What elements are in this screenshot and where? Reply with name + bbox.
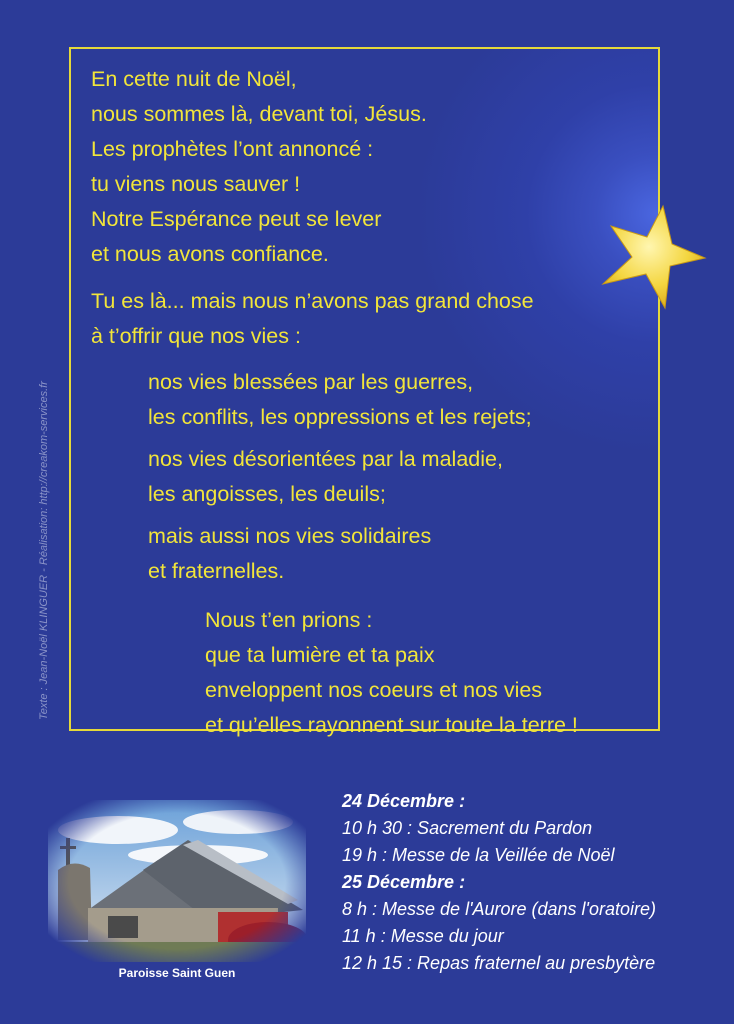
poem-line: que ta lumière et ta paix xyxy=(205,643,435,667)
poem-line: et fraternelles. xyxy=(148,559,285,583)
poem-line: Nous t’en prions : xyxy=(205,608,373,632)
photo-caption: Paroisse Saint Guen xyxy=(118,966,236,980)
poem-line: Les prophètes l’ont annoncé : xyxy=(91,137,374,161)
poem-line: mais aussi nos vies solidaires xyxy=(148,524,432,548)
poem-line: Notre Espérance peut se lever xyxy=(91,207,382,231)
poem-line: les conflits, les oppressions et les rejets; xyxy=(148,405,532,429)
poem-line: à t’offrir que nos vies : xyxy=(91,324,301,348)
poem-line: et nous avons confiance. xyxy=(91,242,329,266)
poem-line: et qu’elles rayonnent sur toute la terre ! xyxy=(205,713,578,737)
schedule-item: 11 h : Messe du jour xyxy=(342,926,504,946)
credit-text: Texte : Jean-Noël KLINGUER - Réalisation: http://creakom-services.fr xyxy=(38,381,50,720)
schedule-day-heading: 24 Décembre : xyxy=(342,791,466,811)
schedule-item: 8 h : Messe de l'Aurore (dans l'oratoire) xyxy=(342,899,657,919)
poem-line: les angoisses, les deuils; xyxy=(148,482,386,506)
mass-schedule xyxy=(342,788,656,977)
poem-line: nous sommes là, devant toi, Jésus. xyxy=(91,102,427,126)
poem-frame xyxy=(69,47,660,737)
poem-line: tu viens nous sauver ! xyxy=(91,172,301,196)
poem-line: enveloppent nos coeurs et nos vies xyxy=(205,678,543,702)
schedule-day-heading: 25 Décembre : xyxy=(342,872,466,892)
poem-line: En cette nuit de Noël, xyxy=(91,67,297,91)
schedule-item: 12 h 15 : Repas fraternel au presbytère xyxy=(342,953,656,973)
schedule-item: 10 h 30 : Sacrement du Pardon xyxy=(342,818,593,838)
poem-line: nos vies blessées par les guerres, xyxy=(148,370,474,394)
church-photo xyxy=(48,800,306,962)
schedule-item: 19 h : Messe de la Veillée de Noël xyxy=(342,845,615,865)
poem-line: Tu es là... mais nous n’avons pas grand chose xyxy=(91,289,534,313)
poem-text xyxy=(71,49,658,737)
poem-line: nos vies désorientées par la maladie, xyxy=(148,447,503,471)
